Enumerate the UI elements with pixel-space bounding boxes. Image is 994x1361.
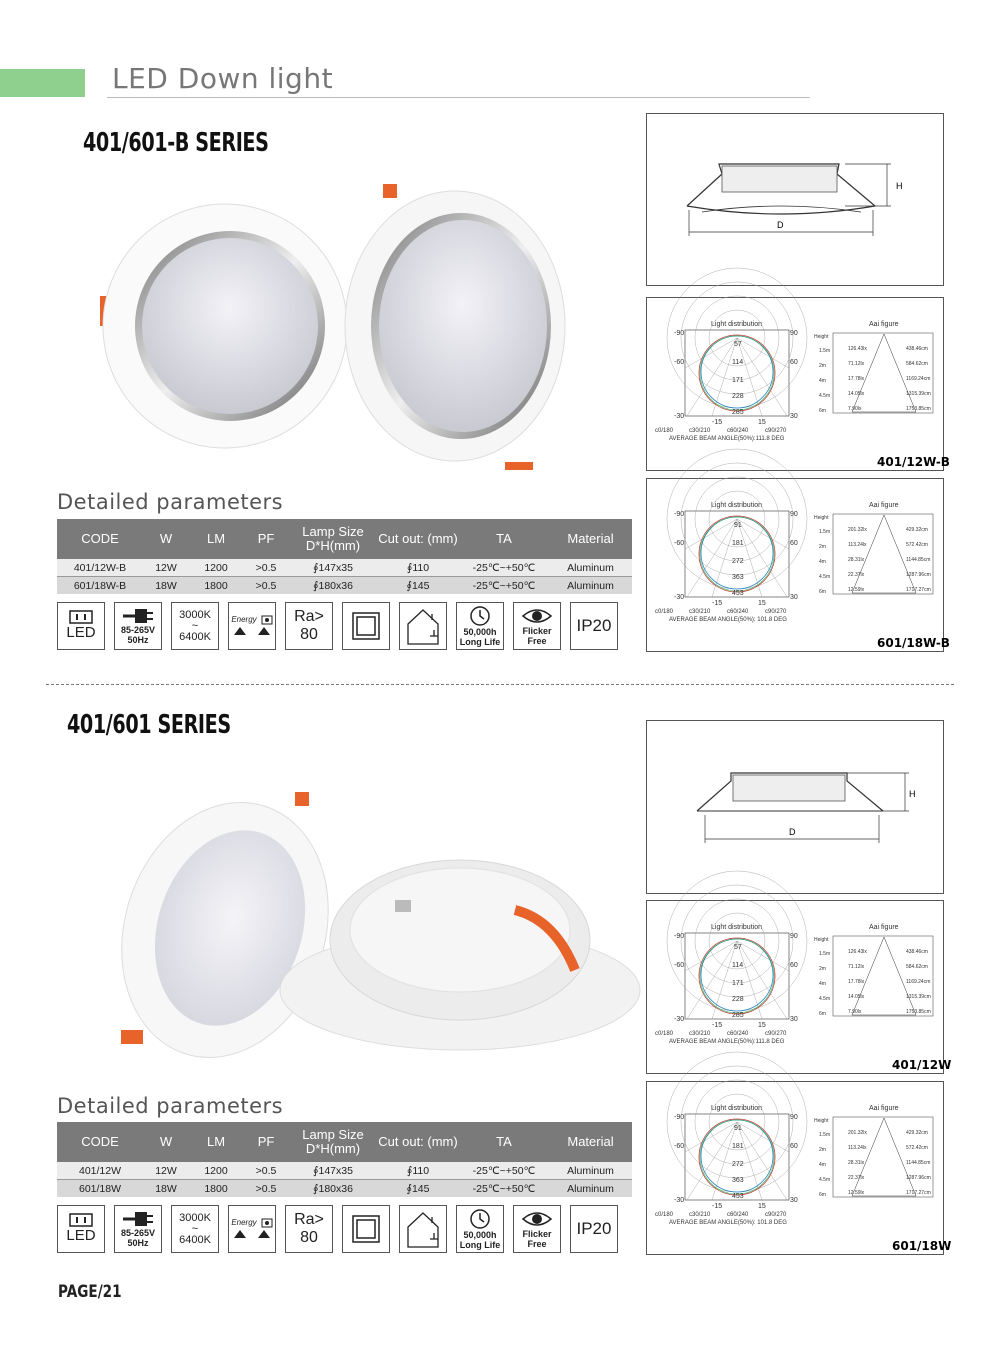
indoor-house-icon [399, 602, 447, 650]
page-number: PAGE/21 [58, 1282, 122, 1302]
table-cell: -25℃~+50℃ [459, 1180, 549, 1198]
header-divider [107, 97, 810, 98]
cct-icon [171, 602, 219, 650]
legend-item: c30/210 [689, 428, 711, 434]
beam-angle: AVERAGE BEAM ANGLE(50%):111.8 DEG [669, 436, 785, 442]
life-label: Long Life [459, 1240, 501, 1250]
table-cell: 1200 [189, 1162, 243, 1180]
frequency-label: 50Hz [127, 635, 149, 645]
energy-label: Energy [231, 1218, 257, 1227]
aai-lux: 17.78lx [848, 376, 865, 382]
legend-item: c60/240 [727, 428, 749, 434]
aai-dia: 1753.85cm [906, 1009, 931, 1015]
panel-model-label: 401/12W [892, 1058, 952, 1072]
angle-label: -60 [674, 962, 685, 969]
table-cell: 12W [143, 559, 189, 577]
led-icon [57, 1205, 105, 1253]
col-header: W [143, 1122, 189, 1162]
energy-icon [228, 602, 276, 650]
aai-height: 4m [819, 1162, 826, 1168]
aai-lux: 12.59lx [848, 1190, 865, 1196]
ring-value: 285 [732, 1012, 744, 1019]
aai-height: 1.5m [819, 951, 831, 957]
ring-value: 114 [732, 962, 744, 969]
ip-label: IP20 [576, 616, 612, 635]
long-life-icon [456, 602, 504, 650]
cct-low: 3000K [179, 608, 211, 621]
aai-dia: 1169.24cm [906, 376, 931, 382]
legend-item: c60/240 [727, 1031, 749, 1037]
ra-label: Ra> [294, 1211, 324, 1228]
angle-label: 15 [758, 419, 766, 426]
table-cell: -25℃~+50℃ [459, 577, 549, 595]
light-dist-title: Light distribution [711, 924, 762, 931]
life-hours: 50,000h [463, 1230, 497, 1240]
long-life-icon [456, 1205, 504, 1253]
life-label: Long Life [459, 637, 501, 647]
angle-label: -60 [674, 1143, 685, 1150]
table-row [57, 577, 632, 595]
ra-label: Ra> [294, 608, 324, 625]
aai-height: 6m [819, 1011, 826, 1017]
table-row [57, 1180, 632, 1198]
aai-height: 4m [819, 981, 826, 987]
flicker-label-1: Flicker [522, 626, 552, 636]
angle-label: -15 [712, 419, 723, 426]
ring-value: 228 [732, 393, 744, 400]
angle-label: -15 [712, 1203, 723, 1210]
ring-value: 228 [732, 996, 744, 1003]
angle-label: 15 [758, 1022, 766, 1029]
led-icon [57, 602, 105, 650]
table-cell: ∮145 [377, 1180, 459, 1198]
diameter-label: D [777, 220, 784, 230]
ip-label: IP20 [576, 1219, 612, 1238]
legend-item: c30/210 [689, 609, 711, 615]
ra-icon [285, 602, 333, 650]
square-icon [342, 602, 390, 650]
series-title: 401/601-B SERIES [83, 128, 269, 158]
aai-lux: 201.32lx [848, 527, 867, 533]
col-header: PF [243, 1122, 289, 1162]
table-cell: ∮180x36 [289, 577, 377, 595]
aai-dia: 1717.27cm [906, 1190, 931, 1196]
angle-label: -15 [712, 600, 723, 607]
cct-tilde: ~ [191, 619, 199, 632]
table-cell: Aluminum [549, 1162, 632, 1180]
table-cell: Aluminum [549, 577, 632, 595]
col-header: Lamp Size D*H(mm) [289, 1122, 377, 1162]
ring-value: 453 [732, 590, 744, 597]
aai-height: 6m [819, 408, 826, 414]
angle-label: 15 [758, 600, 766, 607]
aai-title: Aai figure [869, 502, 899, 509]
aai-dia: 1169.24cm [906, 979, 931, 985]
legend-item: c0/180 [655, 609, 674, 615]
frequency-label: 50Hz [127, 1238, 149, 1248]
ring-value: 57 [734, 944, 742, 951]
cct-tilde: ~ [191, 1222, 199, 1235]
voltage-icon [114, 602, 162, 650]
angle-label: -60 [674, 359, 685, 366]
col-header: Lamp Size D*H(mm) [289, 519, 377, 559]
voltage-label: 85-265V [120, 1228, 156, 1238]
dimension-diagram [646, 720, 944, 894]
aai-dia: 1287.96cm [906, 572, 931, 578]
aai-lux: 71.12lx [848, 964, 865, 970]
ring-value: 272 [732, 558, 744, 565]
aai-height: 2m [819, 544, 826, 550]
angle-label: -60 [674, 540, 685, 547]
dimension-diagram [646, 113, 944, 286]
light-dist-title: Light distribution [711, 321, 762, 328]
aai-height: 4.5m [819, 393, 831, 399]
ip-rating-icon [570, 602, 618, 650]
energy-label: Energy [231, 615, 257, 624]
table-cell: -25℃~+50℃ [459, 559, 549, 577]
table-cell: 401/12W [57, 1162, 143, 1180]
aai-lux: 28.31lx [848, 557, 865, 563]
col-header: W [143, 519, 189, 559]
angle-label: -30 [674, 1197, 685, 1204]
aai-title: Aai figure [869, 1105, 899, 1112]
aai-lux: 113.24lx [848, 542, 867, 548]
photometric-panel [646, 1081, 952, 1255]
aai-title: Aai figure [869, 924, 899, 931]
aai-height: 4.5m [819, 574, 831, 580]
legend-item: c90/270 [765, 609, 787, 615]
section-divider [46, 684, 954, 685]
angle-label: -90 [674, 933, 685, 940]
aai-dia: 1753.85cm [906, 406, 931, 412]
table-cell: >0.5 [243, 559, 289, 577]
product-photo [115, 790, 580, 1060]
flicker-free-icon [513, 602, 561, 650]
col-header: Material [549, 1122, 632, 1162]
life-hours: 50,000h [463, 627, 497, 637]
aai-dia: 1287.96cm [906, 1175, 931, 1181]
beam-angle: AVERAGE BEAM ANGLE(50%): 101.8 DEG [669, 1220, 787, 1226]
table-cell: 1800 [189, 577, 243, 595]
aai-dia: 1144.85cm [906, 557, 931, 563]
ring-value: 91 [734, 522, 742, 529]
params-table [57, 1122, 632, 1197]
angle-label: 60 [790, 359, 798, 366]
table-cell: >0.5 [243, 1180, 289, 1198]
aai-dia: 584.62cm [906, 361, 928, 367]
table-cell: ∮110 [377, 559, 459, 577]
table-cell: ∮145 [377, 577, 459, 595]
cct-high: 6400K [179, 630, 211, 643]
aai-lux: 71.12lx [848, 361, 865, 367]
angle-label: -30 [674, 1016, 685, 1023]
params-title: Detailed parameters [57, 490, 284, 514]
col-header: Cut out: (mm) [377, 519, 459, 559]
aai-lux: 7.90lx [848, 1009, 862, 1015]
aai-height: 4.5m [819, 1177, 831, 1183]
table-cell: 18W [143, 577, 189, 595]
aai-dia: 438.46cm [906, 949, 928, 955]
table-cell: 18W [143, 1180, 189, 1198]
cct-icon [171, 1205, 219, 1253]
angle-label: 60 [790, 1143, 798, 1150]
ring-value: 171 [732, 980, 744, 987]
angle-label: 60 [790, 540, 798, 547]
cct-high: 6400K [179, 1233, 211, 1246]
header-accent-bar [0, 69, 85, 97]
ring-value: 57 [734, 341, 742, 348]
series-title: 401/601 SERIES [67, 710, 231, 740]
legend-item: c90/270 [765, 428, 787, 434]
params-table [57, 519, 632, 594]
ip-rating-icon [570, 1205, 618, 1253]
ring-value: 363 [732, 574, 744, 581]
aai-dia: 438.46cm [906, 346, 928, 352]
table-cell: >0.5 [243, 577, 289, 595]
aai-height: 4.5m [819, 996, 831, 1002]
voltage-label: 85-265V [120, 625, 156, 635]
col-header: TA [459, 1122, 549, 1162]
aai-dia: 1315.39cm [906, 994, 931, 1000]
aai-height: 4m [819, 559, 826, 565]
ring-value: 114 [732, 359, 744, 366]
col-header: PF [243, 519, 289, 559]
beam-angle: AVERAGE BEAM ANGLE(50%):111.8 DEG [669, 1039, 785, 1045]
angle-label: 30 [790, 1016, 798, 1023]
aai-lux: 22.37lx [848, 1175, 865, 1181]
square-icon [342, 1205, 390, 1253]
table-cell: Aluminum [549, 1180, 632, 1198]
angle-label: 90 [790, 511, 798, 518]
col-header: LM [189, 1122, 243, 1162]
legend-item: c60/240 [727, 1212, 749, 1218]
aai-height: 2m [819, 363, 826, 369]
panel-model-label: 401/12W-B [877, 455, 950, 469]
angle-label: 90 [790, 330, 798, 337]
aai-lux: 201.32lx [848, 1130, 867, 1136]
angle-label: -30 [674, 594, 685, 601]
height-label: H [909, 789, 916, 799]
aai-dia: 1315.39cm [906, 391, 931, 397]
table-cell: 1200 [189, 559, 243, 577]
angle-label: 90 [790, 933, 798, 940]
legend-item: c30/210 [689, 1212, 711, 1218]
ring-value: 285 [732, 409, 744, 416]
ra-value: 80 [300, 626, 318, 643]
flicker-label-2: Free [527, 636, 547, 646]
angle-label: -15 [712, 1022, 723, 1029]
indoor-house-icon [399, 1205, 447, 1253]
col-header: CODE [57, 1122, 143, 1162]
aai-dia: 572.42cm [906, 1145, 928, 1151]
ra-icon [285, 1205, 333, 1253]
table-cell: ∮147x35 [289, 559, 377, 577]
aai-dia: 429.32cm [906, 527, 928, 533]
angle-label: -90 [674, 1114, 685, 1121]
ring-value: 181 [732, 540, 744, 547]
photometric-panel [646, 900, 952, 1074]
table-cell: ∮180x36 [289, 1180, 377, 1198]
product-photo [95, 178, 575, 476]
flicker-label-1: Flicker [522, 1229, 552, 1239]
light-dist-title: Light distribution [711, 502, 762, 509]
photometric-panel [646, 297, 950, 471]
aai-dia: 1717.27cm [906, 587, 931, 593]
aai-lux: 28.31lx [848, 1160, 865, 1166]
legend-item: c0/180 [655, 428, 674, 434]
legend-item: c0/180 [655, 1031, 674, 1037]
aai-dia: 429.32cm [906, 1130, 928, 1136]
height-header: Height [814, 515, 829, 521]
aai-dia: 1144.85cm [906, 1160, 931, 1166]
height-header: Height [814, 334, 829, 340]
flicker-free-icon [513, 1205, 561, 1253]
aai-dia: 584.62cm [906, 964, 928, 970]
photometric-panel [646, 478, 950, 652]
table-cell: 1800 [189, 1180, 243, 1198]
angle-label: 30 [790, 413, 798, 420]
table-cell: Aluminum [549, 559, 632, 577]
aai-height: 4m [819, 378, 826, 384]
aai-lux: 17.78lx [848, 979, 865, 985]
col-header: TA [459, 519, 549, 559]
aai-lux: 7.90lx [848, 406, 862, 412]
energy-icon [228, 1205, 276, 1253]
params-title: Detailed parameters [57, 1094, 284, 1118]
legend-item: c90/270 [765, 1031, 787, 1037]
aai-dia: 572.42cm [906, 542, 928, 548]
aai-height: 1.5m [819, 1132, 831, 1138]
table-cell: 401/12W-B [57, 559, 143, 577]
panel-model-label: 601/18W [892, 1239, 952, 1253]
aai-lux: 22.37lx [848, 572, 865, 578]
aai-lux: 126.43lx [848, 949, 867, 955]
aai-lux: 12.59lx [848, 587, 865, 593]
aai-lux: 14.05lx [848, 994, 865, 1000]
led-label: LED [66, 1227, 96, 1244]
table-cell: 601/18W [57, 1180, 143, 1198]
angle-label: -30 [674, 413, 685, 420]
legend-item: c60/240 [727, 609, 749, 615]
aai-height: 2m [819, 1147, 826, 1153]
voltage-icon [114, 1205, 162, 1253]
beam-angle: AVERAGE BEAM ANGLE(50%): 101.8 DEG [669, 617, 787, 623]
panel-model-label: 601/18W-B [877, 636, 950, 650]
table-row [57, 1162, 632, 1180]
aai-height: 6m [819, 1192, 826, 1198]
table-cell: -25℃~+50℃ [459, 1162, 549, 1180]
height-label: H [896, 181, 903, 191]
angle-label: -90 [674, 511, 685, 518]
aai-height: 6m [819, 589, 826, 595]
aai-title: Aai figure [869, 321, 899, 328]
angle-label: 30 [790, 1197, 798, 1204]
legend-item: c90/270 [765, 1212, 787, 1218]
page-title: LED Down light [112, 62, 334, 95]
ra-value: 80 [300, 1229, 318, 1246]
aai-height: 2m [819, 966, 826, 972]
legend-item: c0/180 [655, 1212, 674, 1218]
table-cell: 12W [143, 1162, 189, 1180]
angle-label: -90 [674, 330, 685, 337]
aai-lux: 113.24lx [848, 1145, 867, 1151]
angle-label: 60 [790, 962, 798, 969]
aai-lux: 126.43lx [848, 346, 867, 352]
ring-value: 453 [732, 1193, 744, 1200]
col-header: CODE [57, 519, 143, 559]
table-cell: ∮147x35 [289, 1162, 377, 1180]
ring-value: 181 [732, 1143, 744, 1150]
diameter-label: D [789, 827, 796, 837]
col-header: LM [189, 519, 243, 559]
table-cell: ∮110 [377, 1162, 459, 1180]
legend-item: c30/210 [689, 1031, 711, 1037]
height-header: Height [814, 1118, 829, 1124]
table-cell: 601/18W-B [57, 577, 143, 595]
col-header: Material [549, 519, 632, 559]
angle-label: 15 [758, 1203, 766, 1210]
cct-low: 3000K [179, 1211, 211, 1224]
ring-value: 363 [732, 1177, 744, 1184]
aai-height: 1.5m [819, 529, 831, 535]
light-dist-title: Light distribution [711, 1105, 762, 1112]
table-row [57, 559, 632, 577]
ring-value: 272 [732, 1161, 744, 1168]
ring-value: 91 [734, 1125, 742, 1132]
aai-lux: 14.05lx [848, 391, 865, 397]
aai-height: 1.5m [819, 348, 831, 354]
led-label: LED [66, 624, 96, 641]
flicker-label-2: Free [527, 1239, 547, 1249]
table-cell: >0.5 [243, 1162, 289, 1180]
height-header: Height [814, 937, 829, 943]
angle-label: 90 [790, 1114, 798, 1121]
angle-label: 30 [790, 594, 798, 601]
ring-value: 171 [732, 377, 744, 384]
col-header: Cut out: (mm) [377, 1122, 459, 1162]
